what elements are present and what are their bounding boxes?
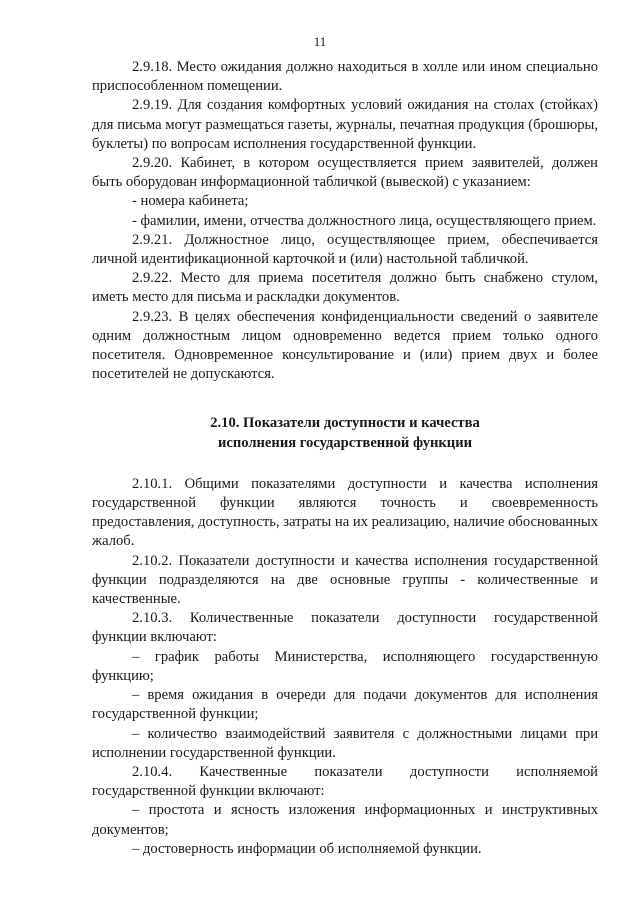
list-item-cabinet-number: - номера кабинета; <box>132 193 249 210</box>
document-body <box>92 58 598 859</box>
paragraph-2-9-18: 2.9.18. Место ожидания должно находиться в холле или ином специально приспособленном помещении. <box>92 59 598 95</box>
paragraph-2-10-4: 2.10.4. Качественные показатели доступности исполняемой государственной функции включают: <box>92 763 598 800</box>
paragraph-2-9-23: 2.9.23. В целях обеспечения конфиденциальности сведений о заявителе одним должностным лицом одновременно ведется прием только одного посетителя. Одновременное консультирование и (или) прием двух и более посетителей не допускаются. <box>92 308 598 383</box>
paragraph-2-10-3: 2.10.3. Количественные показатели доступности государственной функции включают: <box>92 610 598 646</box>
list-item-official-name: - фамилии, имени, отчества должностного лица, осуществляющего прием. <box>132 212 597 229</box>
section-heading-line-2: исполнения государственной функции <box>217 434 473 451</box>
paragraph-2-9-20: 2.9.20. Кабинет, в котором осуществляется прием заявителей, должен быть оборудован информационной табличкой (вывеской) с указанием: <box>92 155 598 191</box>
paragraph-2-9-22: 2.9.22. Место для приема посетителя должно быть снабжено стулом, иметь место для письма и раскладки документов. <box>92 270 598 306</box>
paragraph-2-9-21: 2.9.21. Должностное лицо, осуществляющее прием, обеспечивается личной идентификационной карточкой и (или) настольной табличкой. <box>92 231 598 268</box>
list-item-waiting-time: – время ожидания в очереди для подачи документов для исполнения государственной функции; <box>92 687 598 723</box>
list-item-clarity: – простота и ясность изложения информационных и инструктивных документов; <box>92 802 598 838</box>
list-item-reliability: – достоверность информации об исполняемой функции. <box>132 840 482 857</box>
paragraph-2-9-19: 2.9.19. Для создания комфортных условий ожидания на столах (стойках) для письма могут размещаться газеты, журналы, печатная продукция (брошюры, буклеты) по вопросам исполнения государственной функции. <box>92 97 598 152</box>
section-heading-line-1: 2.10. Показатели доступности и качества <box>210 415 480 432</box>
section-heading <box>92 414 598 452</box>
paragraph-2-10-2: 2.10.2. Показатели доступности и качества исполнения государственной функции подразделяются на две основные группы - количественные и качественные. <box>92 552 598 608</box>
page-number: 11 <box>313 34 327 49</box>
paragraph-2-10-1: 2.10.1. Общими показателями доступности и качества исполнения государственной функции являются точность и своевременность предоставления, доступность, затраты на их реализацию, наличие обоснованных жалоб. <box>92 475 598 550</box>
list-item-work-schedule: – график работы Министерства, исполняющего государственную функцию; <box>92 648 598 684</box>
list-item-interactions-count: – количество взаимодействий заявителя с должностными лицами при исполнении государственной функции. <box>92 725 598 761</box>
